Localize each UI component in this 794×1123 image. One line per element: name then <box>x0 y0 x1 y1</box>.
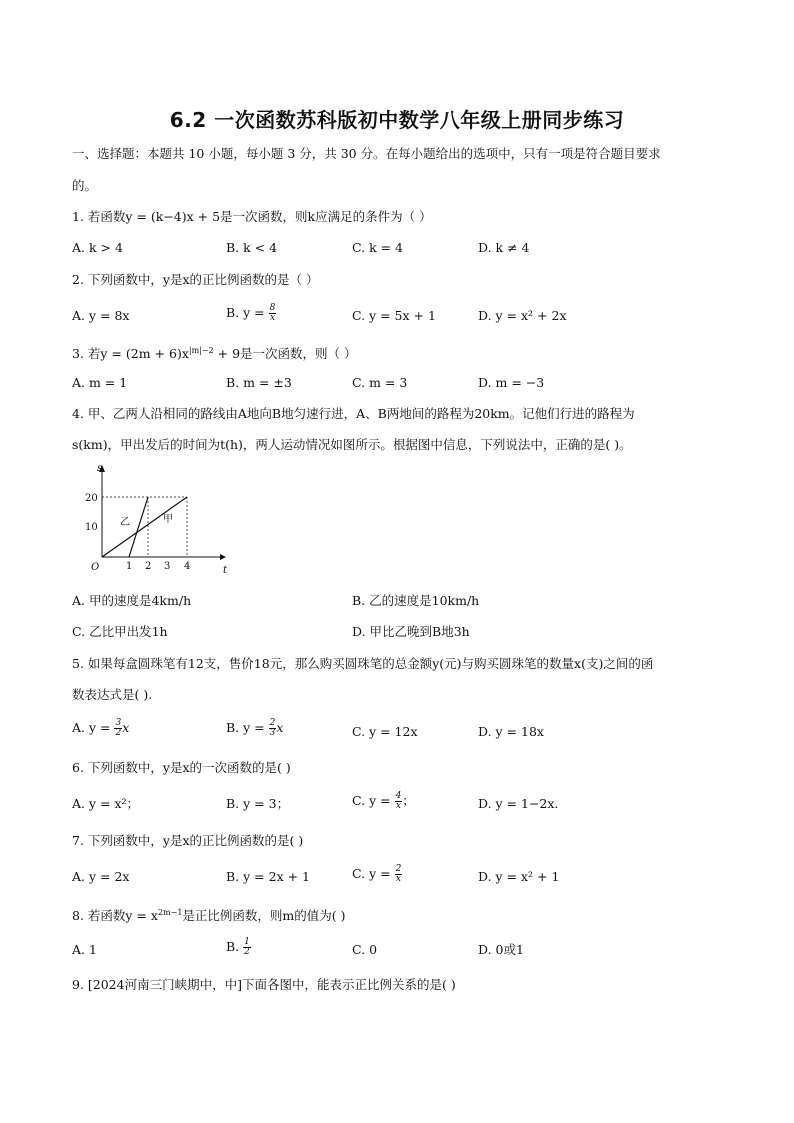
stem-tail: + 9是一次函数，则（ ） <box>213 346 357 362</box>
fraction-denominator: 3 <box>269 728 276 738</box>
question-9-stem: 9. [2024河南三门峡期中，中]下面各图中，能表示正比例关系的是( ) <box>72 977 456 992</box>
question-8-option-c: C. 0 <box>352 942 378 957</box>
fraction-numerator: 2 <box>395 864 402 874</box>
x-tick-3: 3 <box>164 561 171 572</box>
variable-x: x <box>122 720 130 735</box>
question-1-stem: 1. 若函数y = (k−4)x + 5是一次函数，则k应满足的条件为（ ） <box>72 209 432 224</box>
question-5-option-a <box>72 719 129 738</box>
x-tick-4: 4 <box>184 561 191 572</box>
fraction <box>269 304 277 323</box>
question-6-option-a: A. y = x²； <box>72 796 140 811</box>
question-8-option-d: D. 0或1 <box>478 942 524 957</box>
question-2-option-c: C. y = 5x + 1 <box>352 308 436 323</box>
question-3-option-b: B. m = ±3 <box>226 375 292 390</box>
question-2-stem: 2. 下列函数中，y是x的正比例函数的是（ ） <box>72 272 319 287</box>
fraction <box>243 938 251 957</box>
option-label: B. <box>226 939 240 954</box>
question-8-stem <box>72 905 346 924</box>
series-jia-label: 甲 <box>163 514 173 525</box>
series-jia-line <box>102 497 187 557</box>
stem-text: 8. 若函数y = x <box>72 908 158 924</box>
option-label: A. y = <box>72 720 111 735</box>
option-label: C. y = <box>352 866 391 881</box>
question-3-option-d: D. m = −3 <box>478 375 545 390</box>
question-3-stem <box>72 343 357 362</box>
origin-label: O <box>91 562 100 573</box>
question-2-option-b <box>226 304 276 323</box>
x-axis-arrow <box>220 554 226 560</box>
variable-x: x <box>276 720 284 735</box>
fraction-numerator: 2 <box>269 718 276 728</box>
fraction-denominator: x <box>395 874 401 884</box>
fraction-numerator: 3 <box>115 718 122 728</box>
question-6-option-c <box>352 792 415 811</box>
question-1-option-c: C. k = 4 <box>352 240 404 255</box>
series-yi-label: 乙 <box>120 517 130 528</box>
option-label: B. y = <box>226 720 265 735</box>
question-4-option-d: D. 甲比乙晚到B地3h <box>352 624 470 639</box>
question-5-stem-line1: 5. 如果每盒圆珠笔有12支，售价18元，那么购买圆珠笔的总金额y(元)与购买圆珠笔的数量x(支)之间的函 <box>72 656 654 671</box>
exponent: |m|−2 <box>188 346 214 355</box>
section-instruction-line2: 的。 <box>72 178 98 193</box>
question-4-option-a: A. 甲的速度是4km/h <box>72 593 192 608</box>
question-5-option-c: C. y = 12x <box>352 724 418 739</box>
question-7-stem: 7. 下列函数中，y是x的正比例函数的是( ) <box>72 833 304 848</box>
question-8-option-a: A. 1 <box>72 942 97 957</box>
question-5-option-d: D. y = 18x <box>478 724 544 739</box>
fraction-numerator: 4 <box>395 791 402 801</box>
page-title: 6.2 一次函数苏科版初中数学八年级上册同步练习 <box>169 108 625 132</box>
fraction-denominator: x <box>269 313 276 323</box>
option-label: B. y = <box>226 305 265 320</box>
fraction-denominator: 2 <box>115 728 122 738</box>
question-4-option-c: C. 乙比甲出发1h <box>72 624 168 639</box>
fraction-numerator: 8 <box>269 303 276 313</box>
question-6-option-b: B. y = 3； <box>226 796 290 811</box>
question-2-option-a: A. y = 8x <box>72 308 130 323</box>
stem-tail: 是正比例函数，则m的值为( ) <box>182 908 346 924</box>
question-4-stem-line2: s(km)，甲出发后的时间为t(h)，两人运动情况如图所示。根据图中信息，下列说法中，正确的是( )。 <box>72 437 632 452</box>
stem-text: 3. 若y = (2m + 6)x <box>72 346 189 362</box>
y-tick-10: 10 <box>85 522 98 533</box>
question-4-option-b: B. 乙的速度是10km/h <box>352 593 480 608</box>
question-7-option-d: D. y = x² + 1 <box>478 869 560 884</box>
question-5-option-b <box>226 719 283 738</box>
question-6-stem: 6. 下列函数中，y是x的一次函数的是( ) <box>72 760 291 775</box>
option-label: C. y = <box>352 793 391 808</box>
semicolon: ； <box>402 793 415 808</box>
y-axis-label: s <box>97 463 103 474</box>
question-6-option-d: D. y = 1−2x. <box>478 796 559 811</box>
question-1-option-d: D. k ≠ 4 <box>478 240 530 255</box>
question-7-option-b: B. y = 2x + 1 <box>226 869 310 884</box>
question-1-option-a: A. k > 4 <box>72 240 123 255</box>
y-tick-20: 20 <box>85 493 98 504</box>
question-7-option-c <box>352 865 402 884</box>
fraction-numerator: 1 <box>244 937 250 947</box>
fraction <box>395 865 403 884</box>
question-4-stem-line1: 4. 甲、乙两人沿相同的路线由A地向B地匀速行进，A、B两地间的路程为20km。记他们行进的路程为 <box>72 406 635 421</box>
fraction-denominator: 2 <box>244 947 250 957</box>
question-5-stem-line2: 数表达式是( ). <box>72 687 153 702</box>
fraction-denominator: x <box>395 801 401 811</box>
distance-time-graph <box>80 462 230 574</box>
question-8-option-b <box>226 938 251 957</box>
question-3-option-c: C. m = 3 <box>352 375 408 390</box>
question-7-option-a: A. y = 2x <box>72 869 130 884</box>
x-tick-1: 1 <box>126 561 133 572</box>
question-2-option-d: D. y = x² + 2x <box>478 308 567 323</box>
question-1-option-b: B. k < 4 <box>226 240 278 255</box>
x-tick-2: 2 <box>145 561 152 572</box>
exponent: 2m−1 <box>157 908 183 917</box>
section-instruction-line1: 一、选择题：本题共 10 小题，每小题 3 分，共 30 分。在每小题给出的选项中，只有一项是符合题目要求 <box>72 146 661 161</box>
question-3-option-a: A. m = 1 <box>72 375 128 390</box>
x-axis-label: t <box>223 565 228 574</box>
